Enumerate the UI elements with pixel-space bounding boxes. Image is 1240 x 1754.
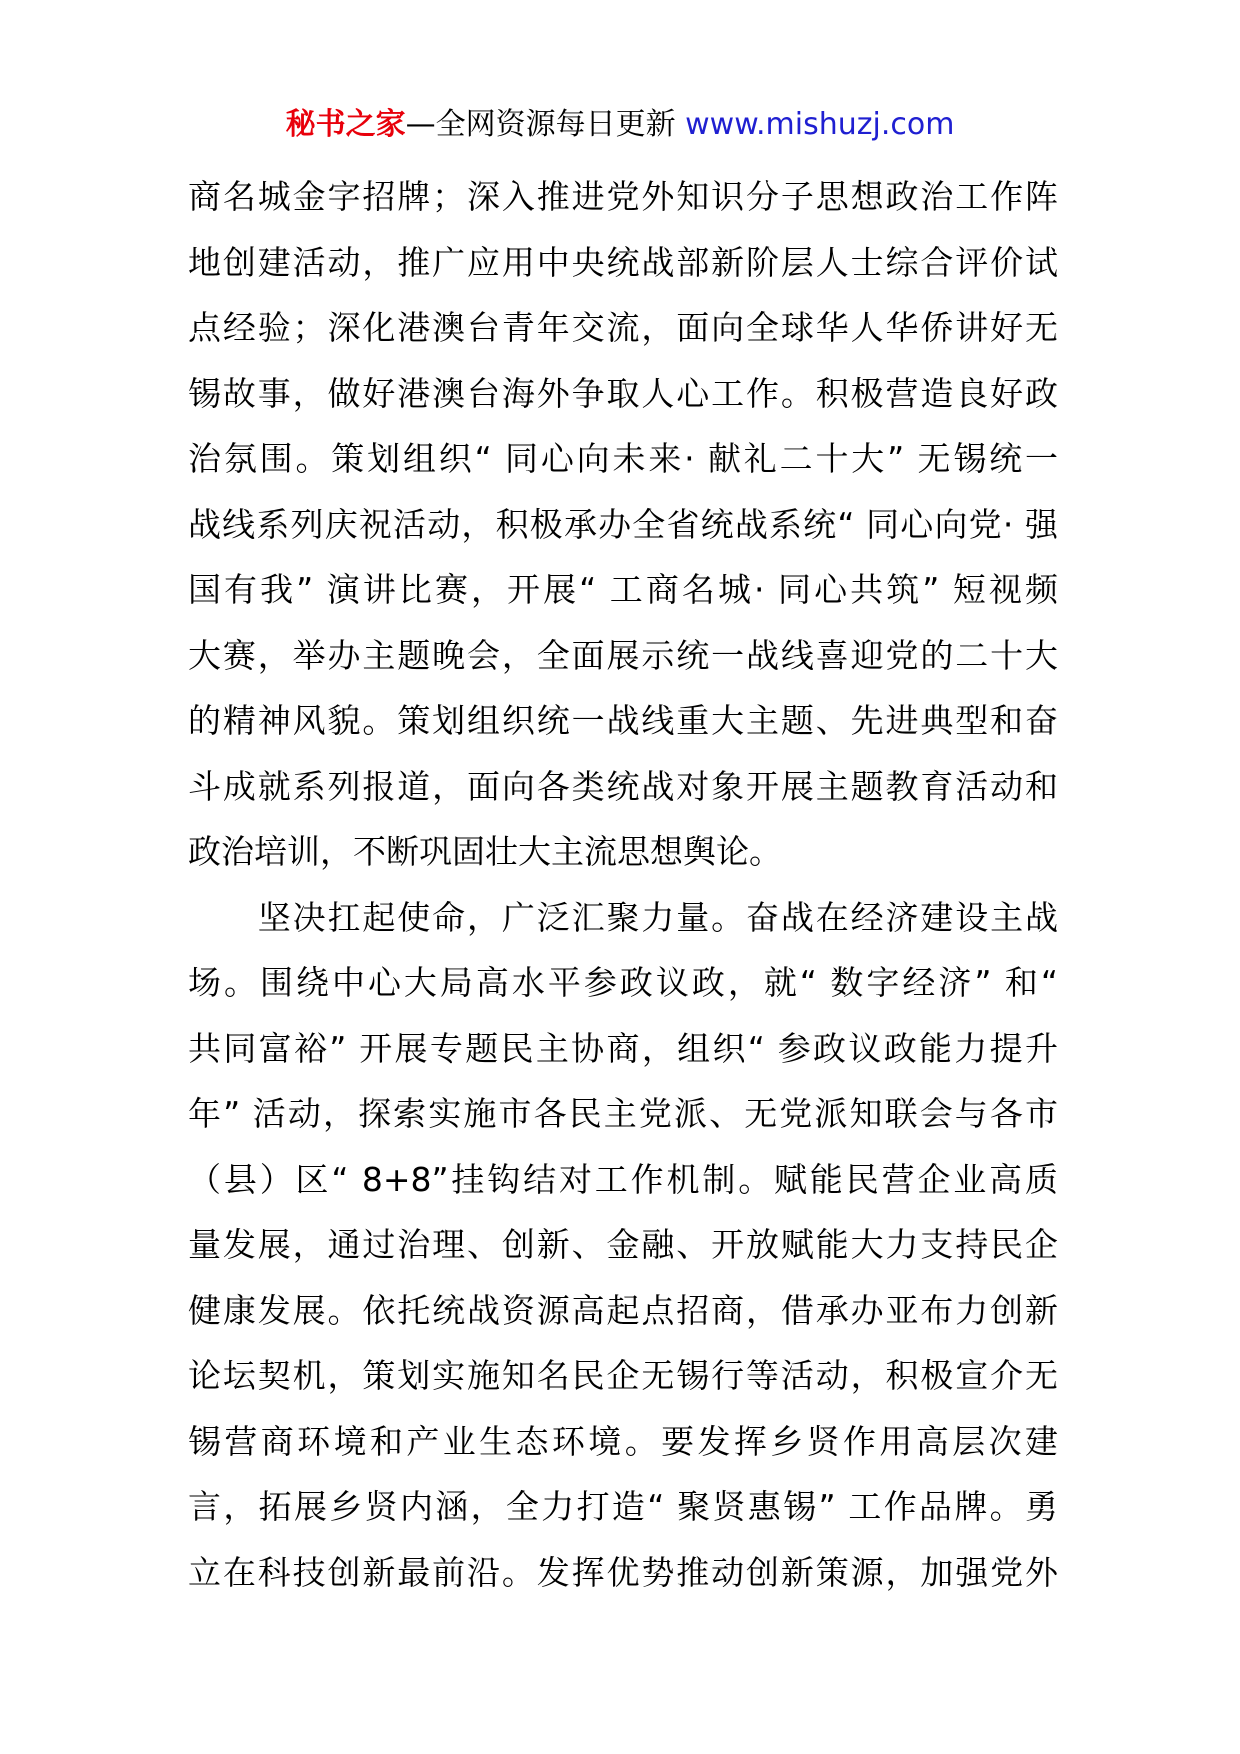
text-line: 立在科技创新最前沿。发挥优势推动创新策源，加强党外 (188, 1552, 1058, 1592)
text-line: 点经验；深化港澳台青年交流，面向全球华人华侨讲好无 (188, 308, 1058, 347)
text-line: 政治培训，不断巩固壮大主流思想舆论。 (188, 832, 782, 871)
text-line: 国有我” 演讲比赛，开展“ 工商名城· 同心共筑” 短视频 (188, 570, 1058, 609)
text-line: 大赛，举办主题晚会，全面展示统一战线喜迎党的二十大 (188, 635, 1058, 675)
text-line: 言，拓展乡贤内涵，全力打造“ 聚贤惠锡” 工作品牌。勇 (188, 1487, 1058, 1526)
text-line: 锡营商环境和产业生态环境。要发挥乡贤作用高层次建 (188, 1421, 1058, 1461)
text-line: 商名城金字招牌；深入推进党外知识分子思想政治工作阵 (188, 177, 1058, 216)
text-line: 量发展，通过治理、创新、金融、开放赋能大力支持民企 (188, 1225, 1058, 1264)
header-tagline: —全网资源每日更新 (405, 107, 686, 142)
text-line: 坚决扛起使命，广泛汇聚力量。奋战在经济建设主战 (188, 897, 1058, 937)
text-line: 年” 活动，探索实施市各民主党派、无党派知联会与各市 (188, 1094, 1058, 1133)
header-url-link[interactable]: www.mishuzj.com (685, 107, 955, 142)
text-line: 地创建活动，推广应用中央统战部新阶层人士综合评价试 (188, 242, 1058, 282)
text-line: （县）区“ 8+8”挂钩结对工作机制。赋能民营企业高质 (188, 1159, 1058, 1199)
header-brand: 秘书之家 (285, 107, 406, 142)
text-line: 场。围绕中心大局高水平参政议政，就“ 数字经济” 和“ (188, 963, 1058, 1002)
text-line: 斗成就系列报道，面向各类统战对象开展主题教育活动和 (188, 766, 1058, 806)
document-body (188, 164, 1058, 1605)
text-line: 治氛围。策划组织“ 同心向未来· 献礼二十大” 无锡统一 (188, 439, 1058, 478)
text-line: 健康发展。依托统战资源高起点招商，借承办亚布力创新 (188, 1290, 1058, 1330)
text-line: 共同富裕” 开展专题民主协商，组织“ 参政议政能力提升 (188, 1028, 1058, 1068)
text-line: 战线系列庆祝活动，积极承办全省统战系统“ 同心向党· 强 (188, 504, 1058, 544)
text-line: 的精神风貌。策划组织统一战线重大主题、先进典型和奋 (188, 701, 1058, 740)
text-line: 锡故事，做好港澳台海外争取人心工作。积极营造良好政 (188, 373, 1058, 413)
page-header (0, 104, 1240, 146)
text-line: 论坛契机，策划实施知名民企无锡行等活动，积极宣介无 (188, 1356, 1058, 1395)
